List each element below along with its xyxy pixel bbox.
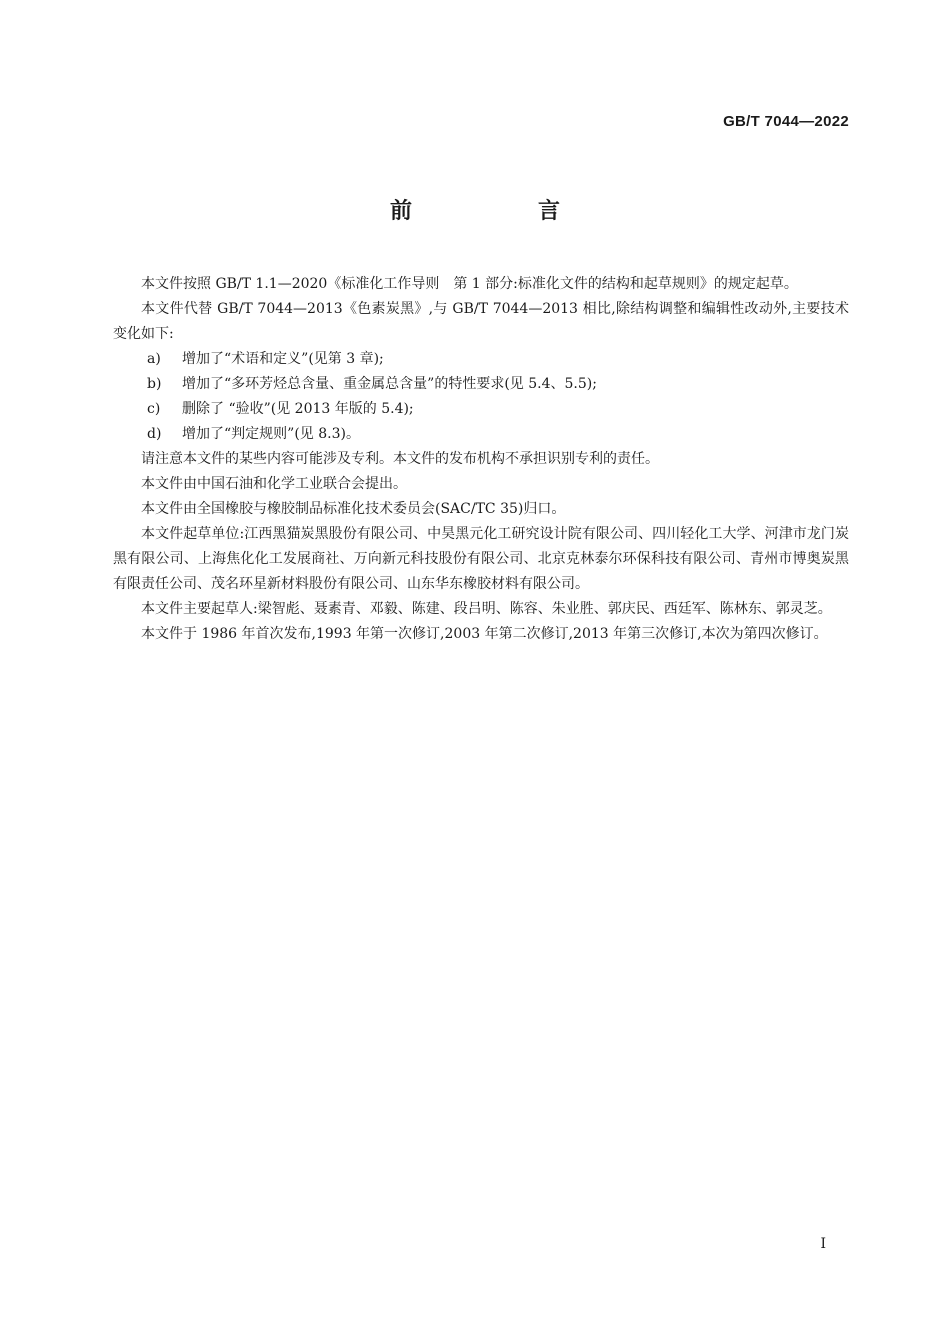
change-item-text: 增加了“术语和定义”(见第 3 章); xyxy=(182,351,384,367)
paragraph-proposer: 本文件由中国石油和化学工业联合会提出。 xyxy=(141,476,407,492)
page-title: 前 言 xyxy=(389,199,612,224)
page-number: I xyxy=(820,1236,826,1252)
paragraph-replacement: 本文件代替 GB/T 7044—2013《色素炭黑》,与 GB/T 7044—2013 相比,除结构调整和编辑性改动外,主要技术变化如下: xyxy=(113,301,849,342)
paragraph-patent-notice: 请注意本文件的某些内容可能涉及专利。本文件的发布机构不承担识别专利的责任。 xyxy=(141,451,659,467)
paragraph-drafters: 本文件主要起草人:梁智彪、聂素青、邓毅、陈建、段吕明、陈容、朱业胜、郭庆民、西廷军、陈林东、郭灵芝。 xyxy=(141,601,832,617)
paragraph-history: 本文件于 1986 年首次发布,1993 年第一次修订,2003 年第二次修订,2013 年第三次修订,本次为第四次修订。 xyxy=(141,626,828,642)
change-item-text: 增加了“多环芳烃总含量、重金属总含量”的特性要求(见 5.4、5.5); xyxy=(182,376,597,392)
change-item xyxy=(113,422,849,447)
foreword-body xyxy=(113,272,849,647)
change-item-mark: d) xyxy=(147,426,162,442)
standard-code: GB/T 7044—2022 xyxy=(723,113,849,130)
change-item-mark: b) xyxy=(147,376,162,392)
paragraph-technical-committee: 本文件由全国橡胶与橡胶制品标准化技术委员会(SAC/TC 35)归口。 xyxy=(141,501,566,517)
change-item xyxy=(113,372,849,397)
change-item xyxy=(113,397,849,422)
change-item-text: 增加了“判定规则”(见 8.3)。 xyxy=(182,426,360,442)
change-item xyxy=(113,347,849,372)
change-item-text: 删除了 “验收”(见 2013 年版的 5.4); xyxy=(182,401,414,417)
paragraph-drafting-rules: 本文件按照 GB/T 1.1—2020《标准化工作导则 第 1 部分:标准化文件的结构和起草规则》的规定起草。 xyxy=(141,276,798,292)
paragraph-drafting-units: 本文件起草单位:江西黑猫炭黑股份有限公司、中昊黑元化工研究设计院有限公司、四川轻化工大学、河津市龙门炭黑有限公司、上海焦化化工发展商社、万向新元科技股份有限公司、北京克林泰尔环保科技有限公司、青州市博奥炭黑有限责任公司、茂名环星新材料股份有限公司、山东华东橡胶材料有限公司。 xyxy=(113,526,849,592)
change-item-mark: c) xyxy=(147,401,161,417)
change-item-mark: a) xyxy=(147,351,161,367)
